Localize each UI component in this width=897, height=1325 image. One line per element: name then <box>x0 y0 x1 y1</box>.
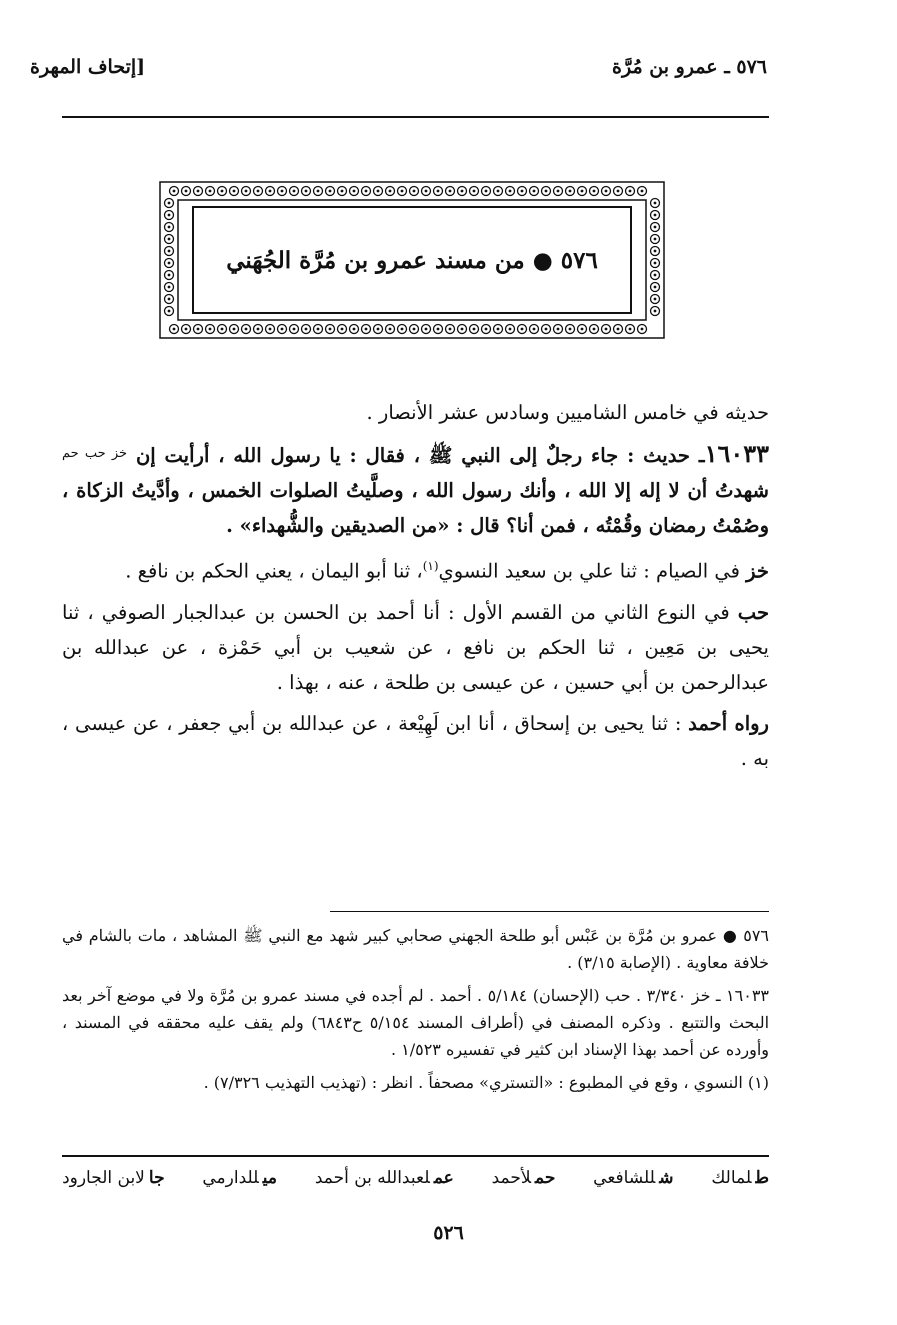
footnote-item: ٥٧٦ ● عمرو بن مُرَّة بن عَبْس أبو طلحة الجهني صحابي كبير شهد مع النبي ﷺ المشاهد ، مات بالشام في خلافة معاوية . (الإصابة ٣/١٥) . <box>62 926 769 972</box>
chain-lead: خز <box>746 559 769 583</box>
abbreviation-key <box>62 1168 769 1188</box>
chain-text: في النوع الثاني من القسم الأول : أنا أحمد بن الحسن بن عبدالجبار الصوفي ، ثنا يحيى بن مَعِين ، ثنا الحكم بن نافع ، عن شعيب بن أبي حَمْزة ، عن عبدالله بن عبدالرحمن بن أبي حسين ، عن عيسى بن طلحة ، عنه ، بهذا . <box>62 600 769 694</box>
hadith-number: ١٦٠٣٣ <box>704 439 770 468</box>
running-header <box>30 56 767 78</box>
footnotes <box>62 922 769 1102</box>
hadith-text-1: جاء رجلٌ إلى النبي ﷺ ، فقال : يا رسول الله ، أرأيت إن <box>135 444 619 467</box>
book-title: [إتحاف المهرة <box>30 56 146 78</box>
abbrev-item: جالابن الجارود <box>62 1168 165 1188</box>
abbrev-item: عملعبدالله بن أحمد <box>314 1168 454 1188</box>
chain-text: : ثنا يحيى بن إسحاق ، أنا ابن لَهِيْعة ، عن عبدالله بن أبي جعفر ، عن عيسى ، به . <box>62 711 769 770</box>
chain-text: في الصيام : ثنا علي بن سعيد النسوي <box>438 559 747 583</box>
hadith-text-2: شهدتُ أن لا إله إلا الله ، وأنك رسول الله ، وصلَّيتُ الصلوات الخمس ، وأدَّيتُ الزكاة ، وصُمْتُ رمضان وقُمْتُه ، فمن أنا؟ قال : «من الصديقين والشُّهداء» . <box>62 479 769 537</box>
footnote-rule <box>330 911 769 912</box>
chain-paragraph-3 <box>62 706 769 776</box>
abbrev-item: ميللدارمي <box>202 1168 278 1188</box>
chain-lead: حب <box>737 600 769 624</box>
intro-line: حديثه في خامس الشاميين وسادس عشر الأنصار . <box>366 401 769 424</box>
abbrev-item: طلمالك <box>711 1168 769 1188</box>
page-number: ٥٢٦ <box>433 1222 464 1244</box>
section-title: ٥٧٦ ـ عمرو بن مُرَّة <box>612 56 767 78</box>
chain-text-after: ، ثنا أبو اليمان ، يعني الحكم بن نافع . <box>125 559 423 583</box>
title-frame <box>158 180 666 340</box>
chain-lead: رواه أحمد <box>688 711 769 735</box>
chain-paragraph-2 <box>62 595 769 700</box>
footnote-ref: (١) <box>422 559 439 573</box>
footnote-item: ١٦٠٣٣ ـ خز ٣/٣٤٠ . حب (الإحسان) ٥/١٨٤ . أحمد . لم أجده في مسند عمرو بن مُرَّة ولا في موضع آخر بعد البحث والتتبع . وذكره المصنف في (أطراف المسند ٥/١٥٤ ح٦٨٤٣) ولم يقف عليه محققه في المسند ، وأورده عن أحمد بهذا الإسناد ابن كثير في تفسيره ١/٥٢٣ . <box>62 986 770 1059</box>
abbrev-item: حملأحمد <box>491 1168 556 1188</box>
hadith-source-marks: خز حب حم <box>62 446 128 461</box>
hadith-label: ـ حديث : <box>627 444 705 467</box>
chain-paragraph-1 <box>62 549 769 589</box>
main-text <box>62 395 769 782</box>
abbrev-item: شللشافعي <box>593 1168 674 1188</box>
footnote-item: (١) النسوي ، وقع في المطبوع : «التستري» مصحفاً . انظر : (تهذيب التهذيب ٧/٣٢٦) . <box>203 1073 769 1092</box>
abbreviations-rule <box>62 1155 769 1157</box>
header-rule <box>62 116 769 118</box>
hadith-paragraph <box>62 436 769 543</box>
frame-title: ٥٧٦ ● من مسند عمرو بن مُرَّة الجُهَني <box>192 206 632 314</box>
